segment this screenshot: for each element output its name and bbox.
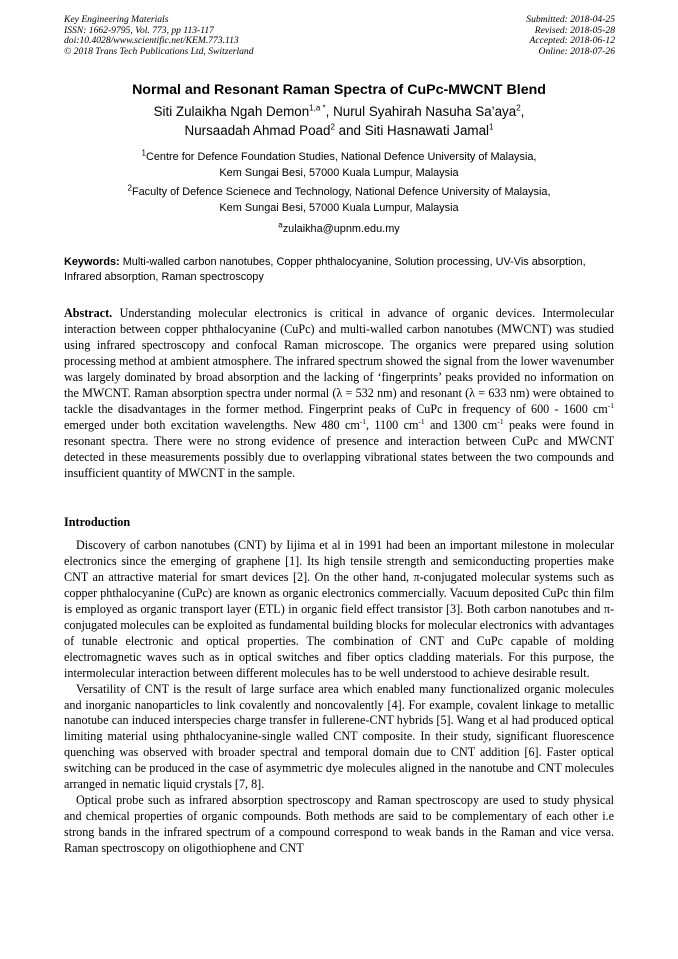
abstract-superscript: -1 bbox=[359, 416, 367, 426]
author-line-1 bbox=[0, 103, 678, 122]
journal-copyright: © 2018 Trans Tech Publications Ltd, Switzerland bbox=[64, 45, 254, 57]
introduction-heading: Introduction bbox=[64, 515, 131, 529]
affiliation-superscript: 1 bbox=[141, 148, 146, 158]
keywords-label: Keywords: bbox=[64, 256, 120, 268]
corresponding-email[interactable] bbox=[0, 222, 678, 238]
online-date: Online: 2018-07-26 bbox=[538, 45, 615, 57]
author-superscript: 1 bbox=[489, 122, 494, 132]
affiliation-line: Kem Sungai Besi, 57000 Kuala Lumpur, Malaysia bbox=[219, 201, 459, 214]
author-superscript: 2 bbox=[516, 103, 521, 113]
author-name: Nurul Syahirah Nasuha Sa’aya bbox=[333, 104, 517, 119]
author-name: Nursaadah Ahmad Poad bbox=[184, 122, 331, 138]
abstract-text: and 1300 cm bbox=[424, 417, 498, 432]
author-line-2 bbox=[0, 122, 678, 141]
journal-header bbox=[64, 15, 254, 57]
journal-issn: ISSN: 1662-9795, Vol. 773, pp 113-117 bbox=[64, 24, 214, 36]
abstract-text: emerged under both excitation wavelengths. New 480 cm bbox=[64, 417, 360, 432]
revised-date: Revised: 2018-05-28 bbox=[534, 24, 615, 36]
submitted-date: Submitted: 2018-04-25 bbox=[526, 14, 615, 25]
paper-title: Normal and Resonant Raman Spectra of CuPc-MWCNT Blend bbox=[132, 82, 546, 98]
author-name: Siti Hasnawati Jamal bbox=[364, 122, 489, 138]
accepted-date: Accepted: 2018-06-12 bbox=[529, 35, 615, 47]
journal-doi[interactable]: doi:10.4028/www.scientific.net/KEM.773.113 bbox=[64, 35, 239, 47]
author-conjunction: and bbox=[334, 122, 365, 138]
dates-header bbox=[526, 15, 615, 57]
affiliation-line: Kem Sungai Besi, 57000 Kuala Lumpur, Malaysia bbox=[219, 166, 459, 179]
abstract-text: , 1100 cm bbox=[366, 417, 419, 432]
affiliation-superscript: 2 bbox=[127, 183, 132, 193]
author-separator: , bbox=[520, 104, 525, 119]
author-separator: , bbox=[325, 104, 334, 119]
introduction-body bbox=[64, 538, 614, 857]
author-list bbox=[0, 103, 678, 140]
author-name: Siti Zulaikha Ngah Demon bbox=[153, 104, 310, 119]
author-superscript: 2 bbox=[330, 122, 335, 132]
abstract-superscript: -1 bbox=[497, 416, 504, 426]
introduction-paragraph: Optical probe such as infrared absorption spectroscopy and Raman spectroscopy are used to study physical and chemical properties of organic compounds. Both methods are said to be complementary of each other i.e strong bands in the infrared spectrum of a compound correspond to weak bands in the Raman and vice versa. Raman spectroscopy on oligothiophene and CNT bbox=[64, 793, 614, 856]
journal-name: Key Engineering Materials bbox=[64, 14, 169, 25]
abstract-text: peaks were found in resonant spectra. There were no strong evidence of presence and interaction between CuPc and MWCNT detected in these measurements possibly due to overlapping vibrational states between the two compounds and insufficient quantity of MWCNT in the sample. bbox=[64, 417, 614, 480]
email-address[interactable]: zulaikha@upnm.edu.my bbox=[282, 223, 400, 235]
keywords bbox=[64, 255, 614, 284]
affiliation-text: Centre for Defence Foundation Studies, National Defence University of Malaysia, bbox=[146, 151, 537, 163]
affiliation-2 bbox=[0, 185, 678, 216]
affiliation-text: Faculty of Defence Scienece and Technology, National Defence University of Malaysia, bbox=[131, 186, 551, 198]
affiliation-line bbox=[0, 185, 678, 201]
keywords-text: Multi-walled carbon nanotubes, Copper phthalocyanine, Solution processing, UV-Vis absorption, Infrared absorption, Raman spectroscopy bbox=[64, 256, 586, 283]
abstract-text: Understanding molecular electronics is critical in advance of organic devices. Intermolecular interaction between copper phthalocyanine (CuPc) and multi-walled carbon nanotubes (MWCNT) was studied using infrared spectroscopy and confocal Raman microscope. The organics were prepared using solution processing method at ambient atmosphere. The infrared spectrum showed the signal from the lower wavenumber was largely dominated by broad absorption and the lacking of ‘fingerprints’ peaks provided no information on the MWCNT. Raman absorption spectra under normal (λ = 532 nm) and resonant (λ = 633 nm) were obtained to tackle the disadvantages in the former method. Fingerprint peaks of CuPc in frequency of 600 - 1600 cm bbox=[64, 306, 614, 416]
email-superscript: a bbox=[278, 220, 283, 230]
abstract-superscript: -1 bbox=[418, 416, 425, 426]
affiliation-line bbox=[0, 150, 678, 166]
introduction-paragraph: Discovery of carbon nanotubes (CNT) by Iijima et al in 1991 had been an important milestone in molecular electronics since the emerging of graphene [1]. Its high tensile strength and semiconducting properties make CNT an attractive material for smart devices [2]. On the other hand, π-conjugated molecular systems such as copper phthalocyanine (CuPc) are known as organic electronics commercially. Vacuum deposited CuPc thin film is employed as organic transport layer (ETL) in organic field effect transistor [3]. Both carbon nanotubes and π-conjugated molecules can be exploited as fundamental building blocks for molecular electronics with advantages of tunable electronic and optical properties. The combination of CNT and CuPc capable of molding electromagnetic waves such as in optical switches and fiber optics cladding materials. For this purpose, the intermolecular interaction between different molecules has to be well understood to achieve desirable result. bbox=[64, 538, 614, 680]
abstract-superscript: -1 bbox=[607, 400, 614, 410]
author-superscript: 1,a * bbox=[309, 103, 326, 113]
abstract-label: Abstract. bbox=[64, 306, 113, 320]
abstract bbox=[64, 306, 614, 481]
introduction-paragraph: Versatility of CNT is the result of large surface area which enabled many functionalized organic molecules and inorganic nanoparticles to link covalently and noncovalently [4]. For example, covalent linkage to metallic nanotube can induced interspecies charge transfer in fullerene-CNT hybrids [5]. Wang et al had produced optical limiting material using phthalocyanine-single walled CNT composite. In their study, significant fluorescence quenching was observed with broader spectral and temporal domain due to CNT addition [6]. Faster optical switching can be produced in the case of asymmetric dye molecules aligned in the nanotube and CNT molecules arranged in nematic liquid crystals [7, 8]. bbox=[64, 681, 614, 792]
affiliation-1 bbox=[0, 150, 678, 181]
